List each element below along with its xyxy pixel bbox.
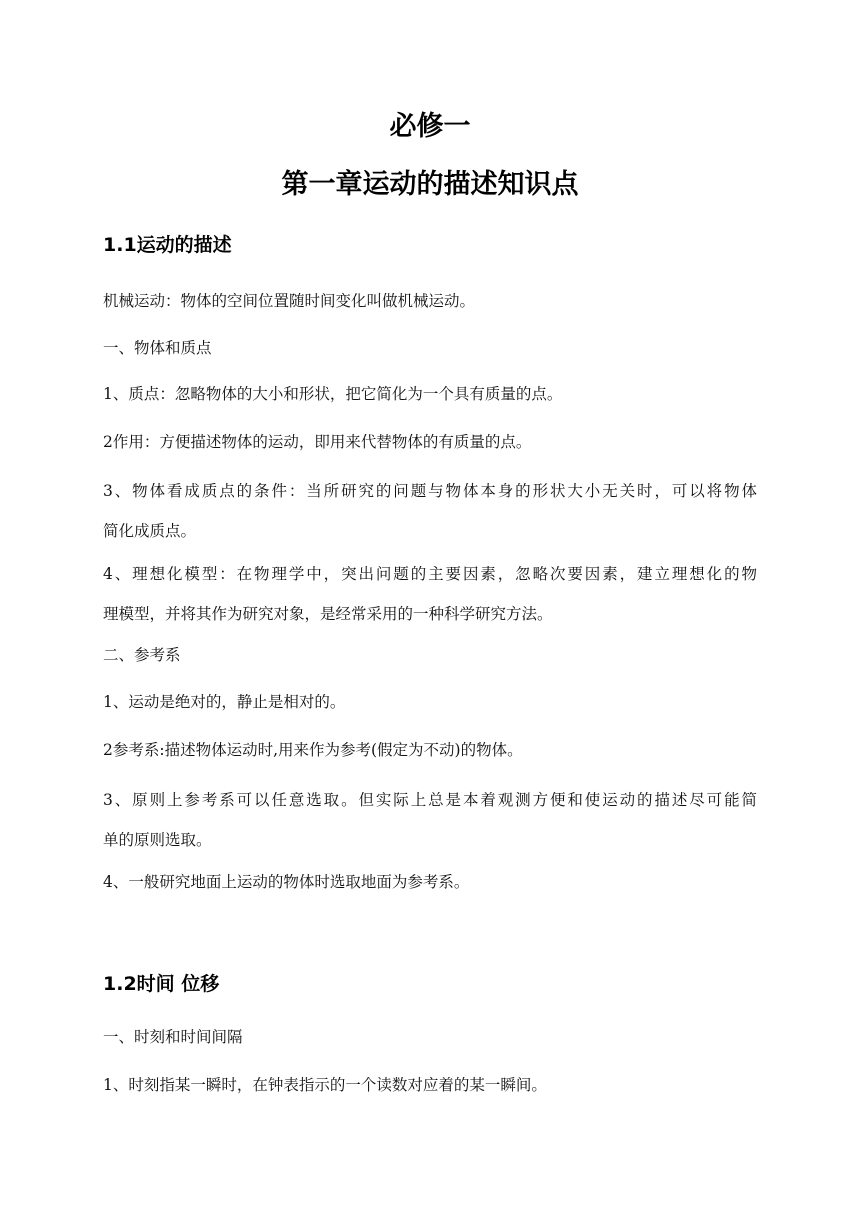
section-heading: 1.2时间 位移 <box>103 973 220 995</box>
subsection-heading: 二、参考系 <box>103 646 181 664</box>
document-title: 必修一 <box>389 111 471 142</box>
subsection-heading: 一、物体和质点 <box>103 339 212 357</box>
paragraph: 2作用：方便描述物体的运动，即用来代替物体的有质量的点。 <box>103 433 532 451</box>
chapter-title: 第一章运动的描述知识点 <box>281 169 579 200</box>
paragraph: 1、质点：忽略物体的大小和形状，把它简化为一个具有质量的点。 <box>103 385 563 403</box>
paragraph <box>103 791 757 850</box>
paragraph: 4、一般研究地面上运动的物体时选取地面为参考系。 <box>103 873 470 891</box>
paragraph: 2参考系:描述物体运动时,用来作为参考(假定为不动)的物体。 <box>103 741 523 759</box>
paragraph-line: 4、理想化模型：在物理学中，突出问题的主要因素，忽略次要因素，建立理想化的物 <box>103 565 757 583</box>
paragraph-line: 3、物体看成质点的条件：当所研究的问题与物体本身的形状大小无关时，可以将物体 <box>103 482 757 500</box>
paragraph: 1、运动是绝对的，静止是相对的。 <box>103 693 346 711</box>
paragraph-line: 简化成质点。 <box>103 522 197 540</box>
paragraph <box>103 565 757 624</box>
section-heading: 1.1运动的描述 <box>103 234 232 256</box>
paragraph-line: 3、原则上参考系可以任意选取。但实际上总是本着观测方便和使运动的描述尽可能简 <box>103 791 757 809</box>
paragraph: 1、时刻指某一瞬时，在钟表指示的一个读数对应着的某一瞬间。 <box>103 1076 547 1094</box>
subsection-heading: 一、时刻和时间间隔 <box>103 1028 243 1046</box>
paragraph: 机械运动：物体的空间位置随时间变化叫做机械运动。 <box>103 292 476 310</box>
paragraph-line: 单的原则选取。 <box>103 831 212 849</box>
paragraph <box>103 482 757 541</box>
paragraph-line: 理模型，并将其作为研究对象，是经常采用的一种科学研究方法。 <box>103 605 553 623</box>
